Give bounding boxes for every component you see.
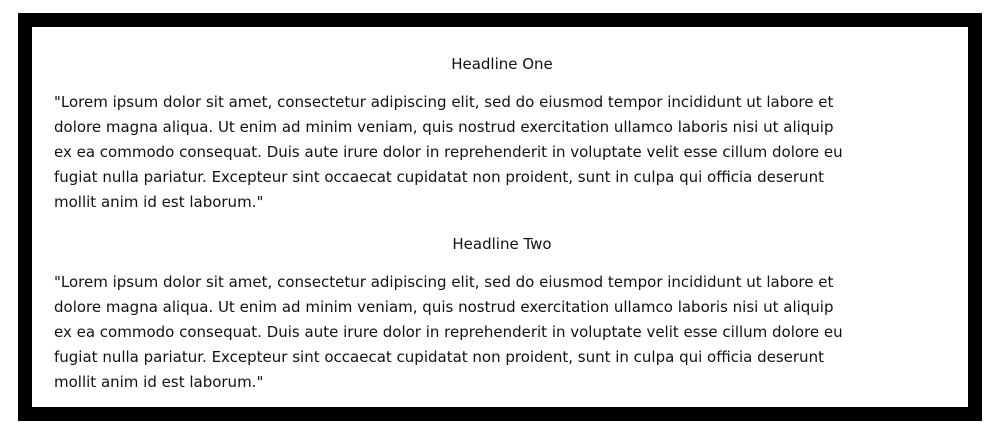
paragraph-line: dolore magna aliqua. Ut enim ad minim veniam, quis nostrud exercitation ullamco laboris nisi ut aliquip [54, 298, 834, 316]
paragraph-line: ex ea commodo consequat. Duis aute irure dolor in reprehenderit in voluptate velit esse cillum dolore eu [54, 143, 843, 161]
paragraph-two [54, 270, 950, 395]
paragraph-one [54, 90, 950, 215]
paragraph-line: "Lorem ipsum dolor sit amet, consectetur adipiscing elit, sed do eiusmod tempor incididunt ut labore et [54, 93, 834, 111]
paragraph-line: mollit anim id est laborum." [54, 373, 264, 391]
headline-one: Headline One [451, 55, 553, 73]
paragraph-line: fugiat nulla pariatur. Excepteur sint occaecat cupidatat non proident, sunt in culpa qui officia deserunt [54, 348, 824, 366]
content-area [54, 27, 950, 395]
paragraph-line: ex ea commodo consequat. Duis aute irure dolor in reprehenderit in voluptate velit esse cillum dolore eu [54, 323, 843, 341]
paragraph-line: dolore magna aliqua. Ut enim ad minim veniam, quis nostrud exercitation ullamco laboris nisi ut aliquip [54, 118, 834, 136]
headline-two: Headline Two [452, 235, 552, 253]
paragraph-line: mollit anim id est laborum." [54, 193, 264, 211]
content-frame [18, 13, 982, 421]
paragraph-line: "Lorem ipsum dolor sit amet, consectetur adipiscing elit, sed do eiusmod tempor incididunt ut labore et [54, 273, 834, 291]
paragraph-line: fugiat nulla pariatur. Excepteur sint occaecat cupidatat non proident, sunt in culpa qui officia deserunt [54, 168, 824, 186]
